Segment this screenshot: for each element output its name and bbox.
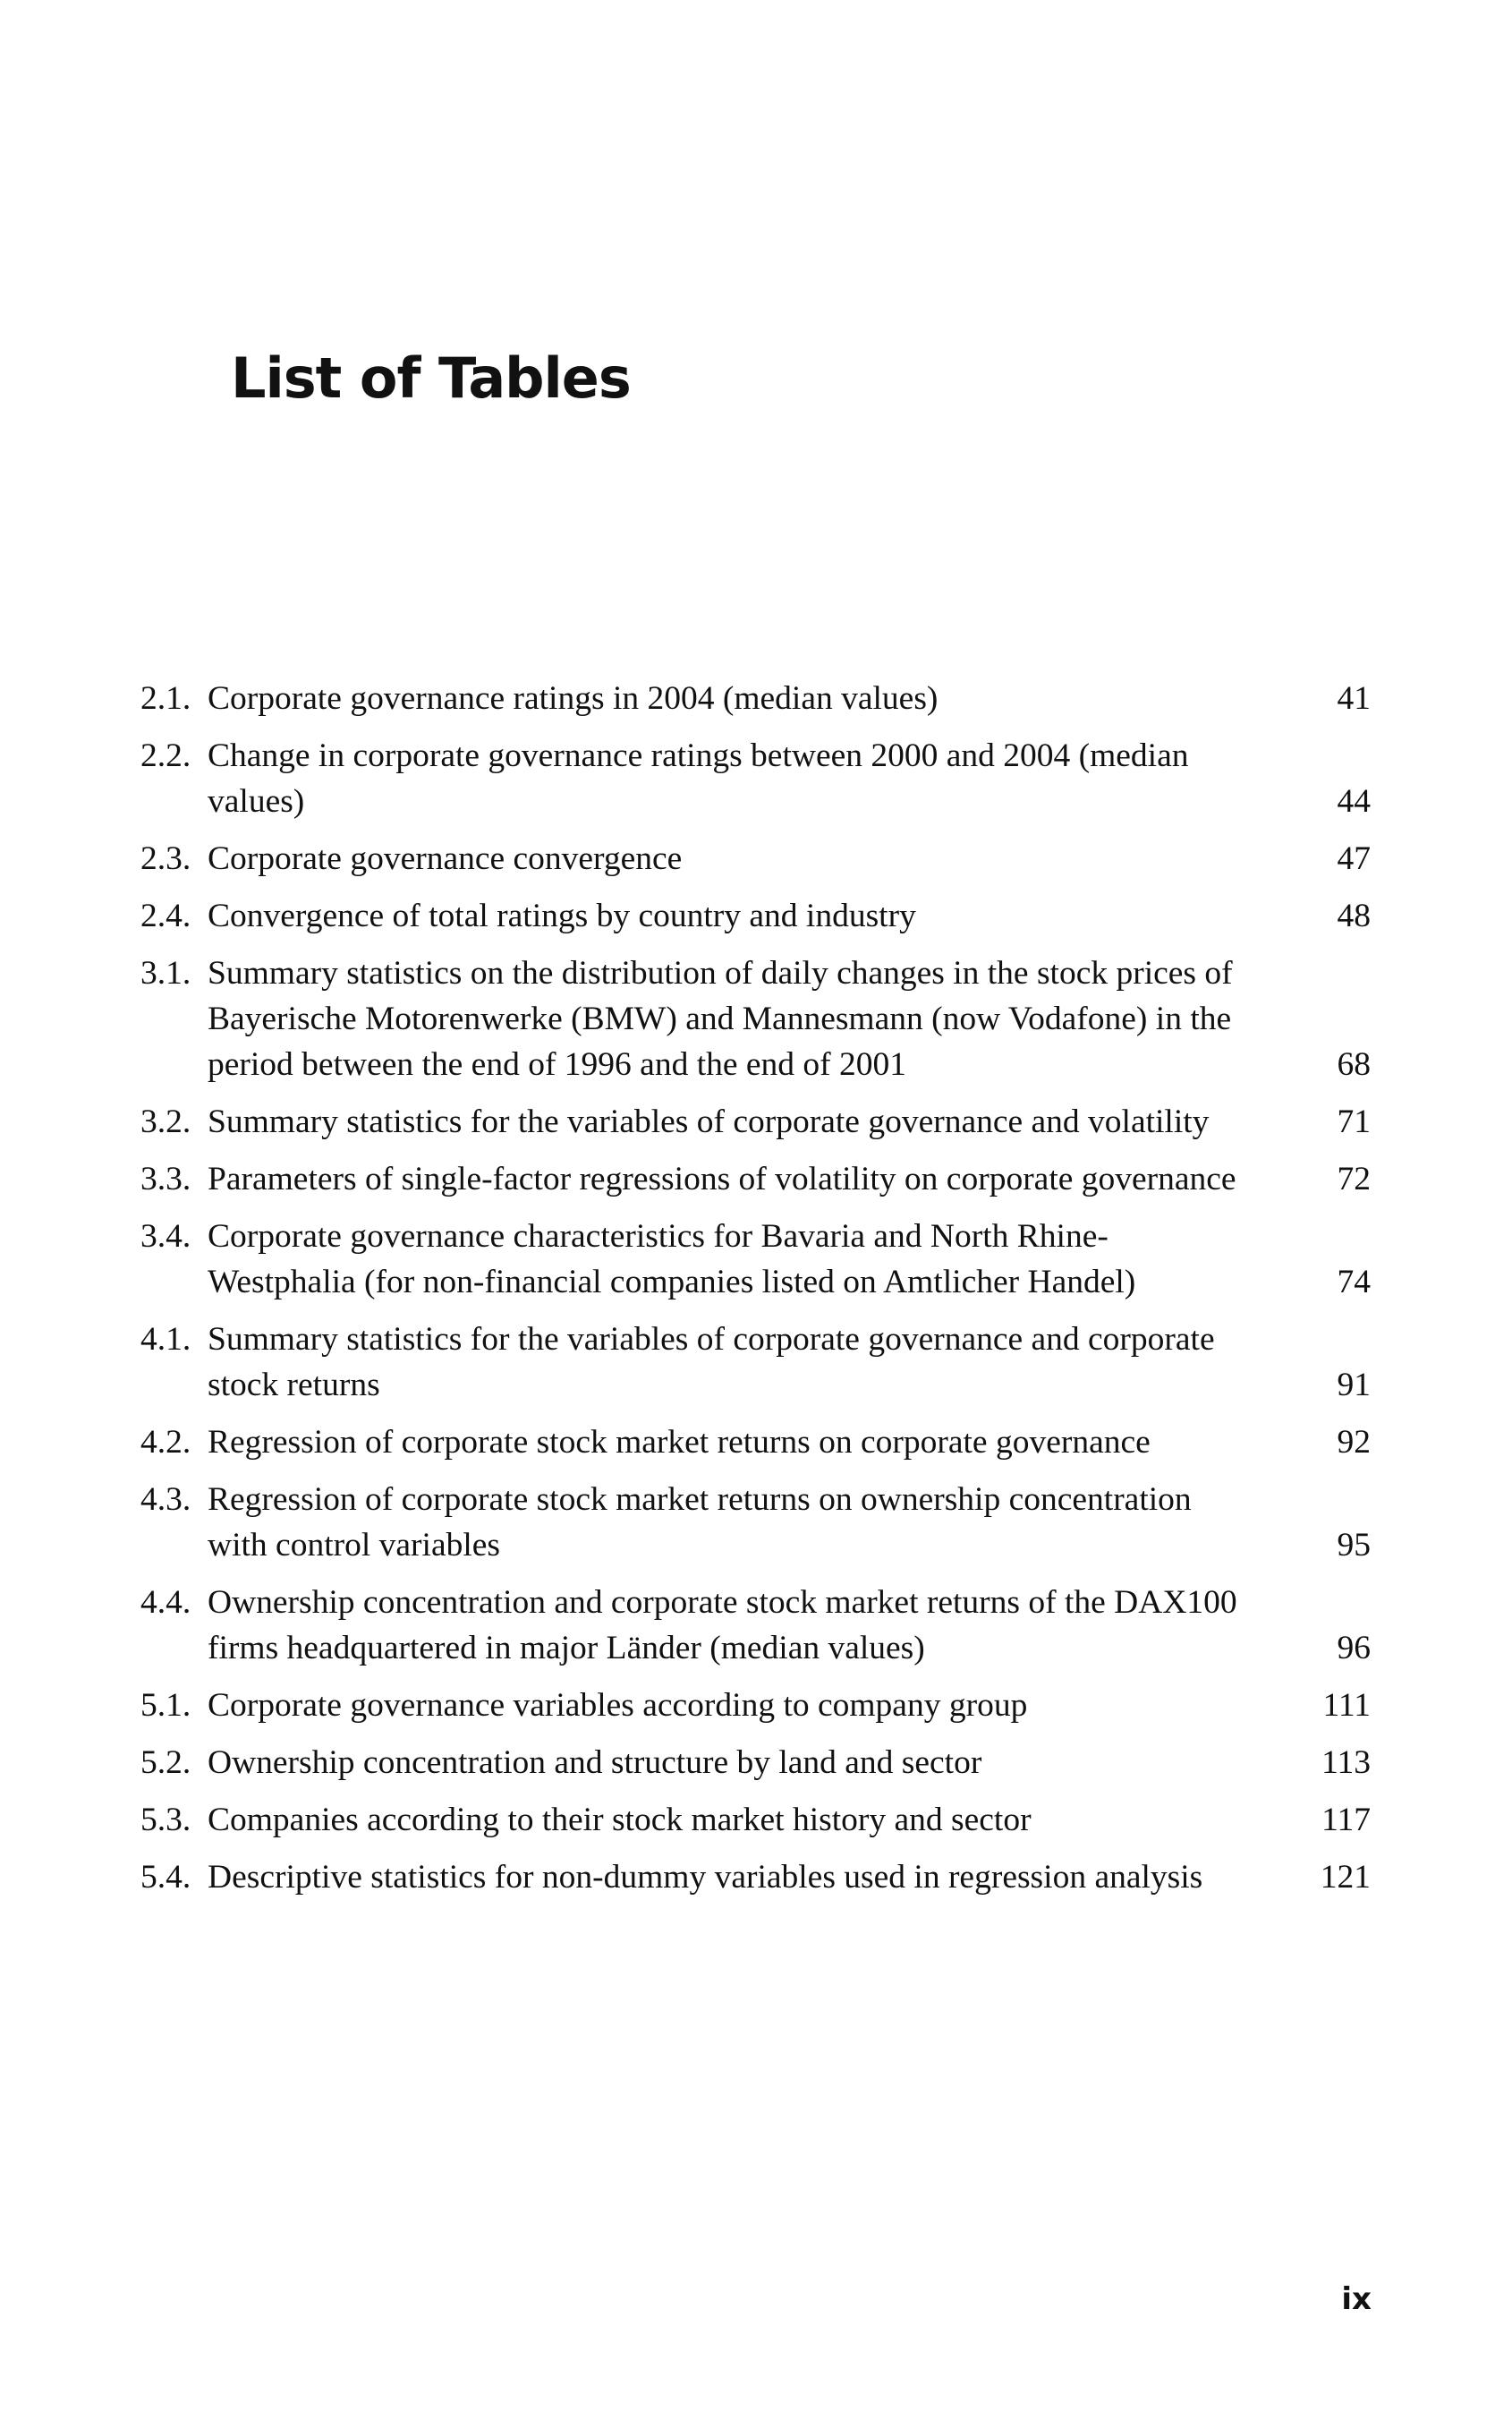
page-number: 48 bbox=[1337, 898, 1371, 934]
table-caption: Parameters of single-factor regressions of volatility on corporate governance bbox=[208, 1161, 1236, 1197]
table-caption: Change in corporate governance ratings between 2000 and 2004 (median values) bbox=[208, 737, 1189, 820]
toc-entry[interactable] bbox=[140, 950, 1371, 1087]
toc-entry[interactable] bbox=[140, 1580, 1371, 1671]
table-number: 3.1. bbox=[140, 955, 191, 992]
table-caption: Corporate governance ratings in 2004 (median values) bbox=[208, 680, 939, 717]
toc-entry[interactable] bbox=[140, 676, 1371, 721]
table-caption: Ownership concentration and structure by land and sector bbox=[208, 1744, 982, 1781]
table-number: 4.2. bbox=[140, 1424, 191, 1461]
toc-entry[interactable] bbox=[140, 1854, 1371, 1900]
folio-page-number: ix bbox=[1341, 2281, 1372, 2317]
toc-entry[interactable] bbox=[140, 1419, 1371, 1465]
page-number: 92 bbox=[1337, 1424, 1372, 1461]
table-caption: Regression of corporate stock market returns on ownership concentration with control variables bbox=[208, 1481, 1192, 1564]
page-number: 117 bbox=[1321, 1802, 1372, 1838]
toc-entry[interactable] bbox=[140, 1740, 1371, 1785]
table-number: 2.2. bbox=[140, 737, 191, 774]
page-number: 111 bbox=[1322, 1687, 1372, 1724]
toc-entry[interactable] bbox=[140, 1317, 1371, 1408]
table-caption: Convergence of total ratings by country and industry bbox=[208, 898, 916, 934]
toc-entry[interactable] bbox=[140, 733, 1371, 824]
page-number: 96 bbox=[1337, 1630, 1371, 1666]
page-number: 41 bbox=[1337, 680, 1371, 717]
toc-entry[interactable] bbox=[140, 1477, 1371, 1568]
list-of-tables bbox=[140, 676, 1371, 1912]
table-number: 2.3. bbox=[140, 840, 191, 877]
page-number: 72 bbox=[1337, 1161, 1371, 1197]
table-caption: Ownership concentration and corporate stock market returns of the DAX100 firms headquartered in major Länder (median values) bbox=[208, 1584, 1237, 1666]
page-number: 68 bbox=[1337, 1046, 1371, 1083]
table-caption: Summary statistics for the variables of corporate governance and corporate stock returns bbox=[208, 1321, 1215, 1403]
table-caption: Descriptive statistics for non-dummy variables used in regression analysis bbox=[208, 1859, 1203, 1896]
table-number: 5.3. bbox=[140, 1802, 191, 1838]
table-number: 5.4. bbox=[140, 1859, 191, 1896]
toc-entry[interactable] bbox=[140, 1683, 1371, 1728]
page-number: 91 bbox=[1337, 1367, 1371, 1403]
table-number: 4.4. bbox=[140, 1584, 191, 1621]
table-caption: Regression of corporate stock market returns on corporate governance bbox=[208, 1424, 1151, 1461]
table-caption: Summary statistics on the distribution of daily changes in the stock prices of Bayerische Motorenwerke (BMW) and Mannesmann (now Vodafone) in the period between the end of 1996 and the end of 2001 bbox=[208, 955, 1233, 1083]
table-number: 2.4. bbox=[140, 898, 191, 934]
page-number: 44 bbox=[1337, 783, 1371, 820]
table-caption: Summary statistics for the variables of corporate governance and volatility bbox=[208, 1103, 1210, 1140]
table-number: 2.1. bbox=[140, 680, 191, 717]
page-number: 47 bbox=[1337, 840, 1372, 877]
toc-entry[interactable] bbox=[140, 836, 1371, 882]
page-title: List of Tables bbox=[231, 345, 631, 411]
toc-entry[interactable] bbox=[140, 1214, 1371, 1305]
table-caption: Corporate governance characteristics for Bavaria and North Rhine-Westphalia (for non-financial companies listed on Amtlicher Handel) bbox=[208, 1218, 1136, 1300]
toc-entry[interactable] bbox=[140, 1156, 1371, 1202]
toc-entry[interactable] bbox=[140, 1797, 1371, 1843]
table-caption: Corporate governance convergence bbox=[208, 840, 683, 877]
page-number: 74 bbox=[1337, 1264, 1371, 1300]
table-number: 4.1. bbox=[140, 1321, 191, 1358]
toc-entry[interactable] bbox=[140, 893, 1371, 939]
table-number: 3.4. bbox=[140, 1218, 191, 1255]
toc-entry[interactable] bbox=[140, 1099, 1371, 1145]
table-number: 5.1. bbox=[140, 1687, 191, 1724]
table-number: 3.3. bbox=[140, 1161, 191, 1197]
page-number: 95 bbox=[1337, 1527, 1371, 1564]
page-number: 71 bbox=[1337, 1103, 1371, 1140]
page-number: 121 bbox=[1320, 1859, 1371, 1896]
page-number: 113 bbox=[1321, 1744, 1372, 1781]
table-number: 5.2. bbox=[140, 1744, 191, 1781]
table-number: 4.3. bbox=[140, 1481, 191, 1518]
table-caption: Corporate governance variables according to company group bbox=[208, 1687, 1028, 1724]
table-caption: Companies according to their stock market history and sector bbox=[208, 1802, 1032, 1838]
table-number: 3.2. bbox=[140, 1103, 191, 1140]
